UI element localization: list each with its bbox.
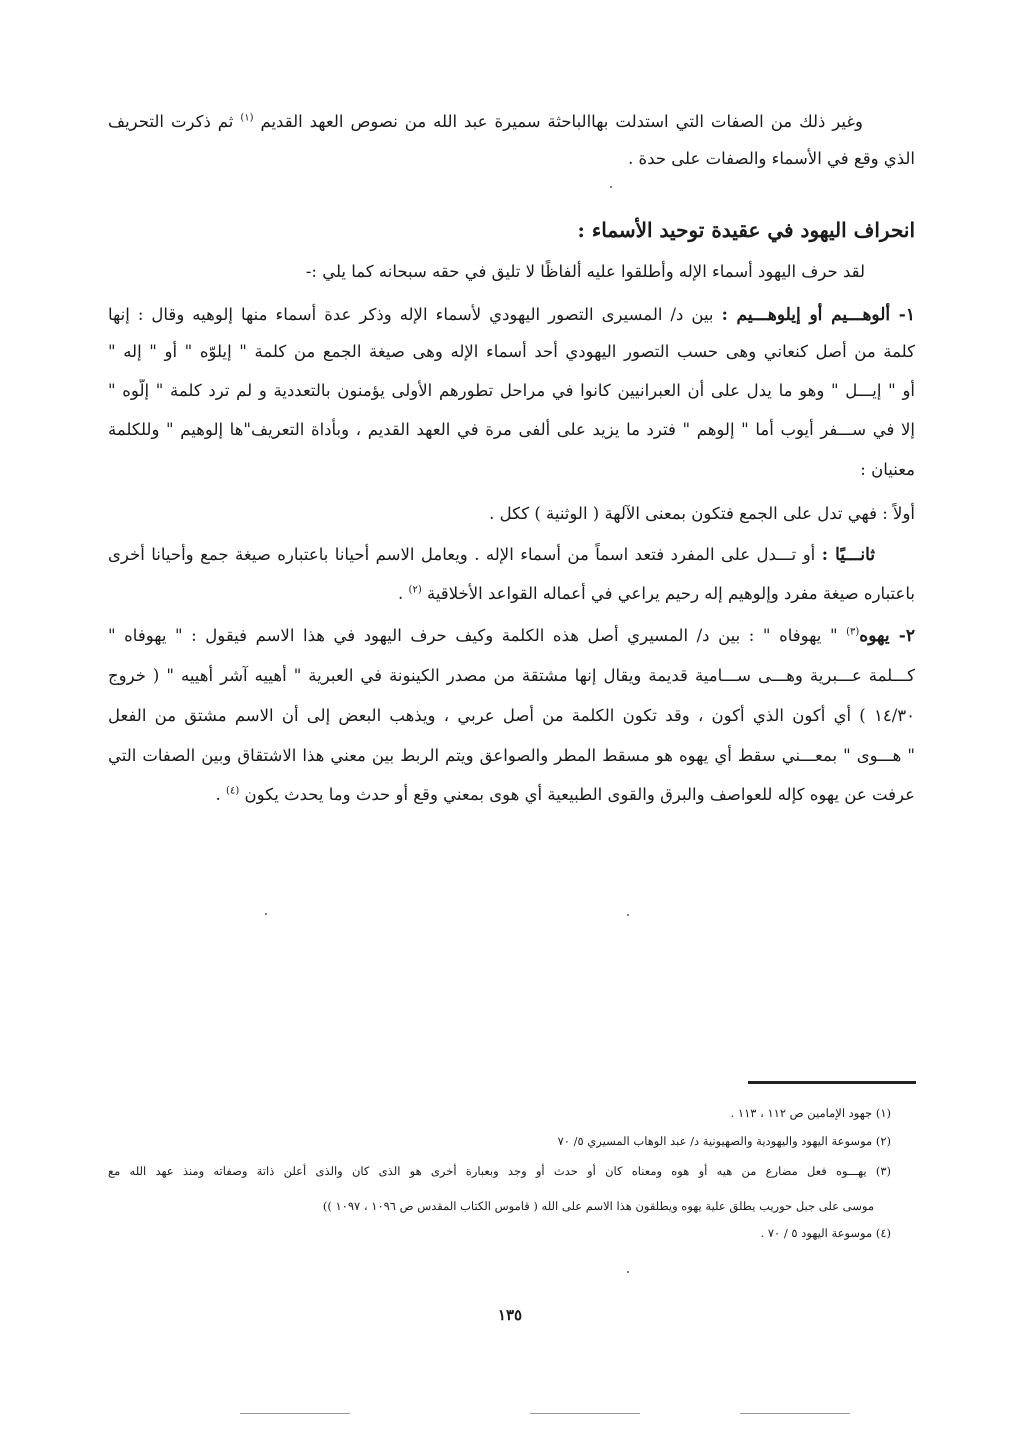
footnote-3-line-2: موسى على جبل حوريب يطلق علية يهوه ويطلقون هذا الاسم على الله ( قاموس الكتاب المقدس ص ١٠٩٦ ، ١٠٩٧ )): [322, 1199, 874, 1213]
footnote-4: (٤) موسوعة اليهود ٥ / ٧٠ .: [760, 1226, 891, 1240]
footnote-1: (١) جهود الإمامين ص ١١٢ ، ١١٣ .: [730, 1106, 891, 1120]
second-meaning-title: ثانـــيًا :: [821, 545, 875, 565]
second-meaning-line-2: [370, 582, 915, 606]
footnote-ref-3: (٣): [846, 626, 860, 638]
section1-line-2: كلمة من أصل كنعاني وهى حسب التصور اليهودي أحد أسماء الإله وهى صيغة الجمع من كلمة " إيلوّه " أو " إله ": [108, 342, 915, 361]
second-meaning-line-2-end: .: [398, 584, 404, 603]
section2-line-3: ١٤/٣٠ ) أي أكون الذي أكون ، وقد تكون الكلمة من أصل عربي ، ويذهب البعض إلى أن الاسم مشتق من الفعل: [108, 706, 915, 725]
footnote-ref-2: (٢): [408, 584, 422, 596]
section1-line-1-text: بين د/ المسيرى التصور اليهودي لأسماء الإله وذكر عدة أسماء منها إلوهيه وقال : إنها: [108, 305, 714, 324]
second-meaning-line-1-text: أو تـــدل على المفرد فتعد اسماً من أسماء الإله . ويعامل الاسم أحيانا باعتباره صيغة جمع وأحيانا أخرى: [108, 545, 816, 564]
footnote-2: (٢) موسوعة اليهود واليهودية والصهيونية د/ عبد الوهاب المسيري ٥/ ٧٠: [557, 1134, 891, 1148]
section-heading: انحراف اليهود في عقيدة توحيد الأسماء :: [577, 218, 915, 242]
second-meaning-line-1: [108, 543, 875, 567]
page-number: ١٣٥: [497, 1306, 523, 1324]
section1-title: ١- ألوهـــيم أو إيلوهـــيم :: [721, 305, 915, 325]
first-meaning: أولاً : فهي تدل على الجمع فتكون بمعنى الآلهة ( الوثنية ) ككل .: [489, 504, 915, 523]
section2-line-5-text: عرفت عن يهوه كإله للعواصف والبرق والقوى الطبيعية أي هوى بمعني وقع أو حدث وما يحدث يكون: [244, 785, 915, 804]
scan-speck: [627, 1271, 629, 1273]
footnote-ref-4: (٤): [226, 785, 240, 797]
section2-line-2: كـــلمة عـــبرية وهـــى ســـامية قديمة ويقال إنها مشتقة من مصدر الكينونة في العبرية " أهييه آشر أهييه " ( خروج: [108, 666, 915, 685]
section2-line-1: [108, 624, 915, 648]
scan-speck: [610, 186, 612, 188]
section1-line-5: معنيان :: [860, 460, 915, 479]
scan-edge-line: [240, 1413, 350, 1414]
section2-line-1-text: " يهوفاه " : بين د/ المسيري أصل هذه الكلمة وكيف حرف اليهود في هذا الاسم فيقول : " يهوفاه ": [108, 626, 838, 645]
section2-line-4: " هـــوى " بمعـــني سقط أي يهوه هو مسقط المطر والصواعق ويتم الربط بين معني هذا الاشتقاق وبين الصفات التي: [108, 746, 915, 765]
section1-line-3: أو " إيـــل " وهو ما يدل على أن العبرانيين كانوا في مراحل تطورهم الأولى يؤمنون بالتعددية و لم ترد كلمة " إلّوه ": [108, 381, 915, 400]
section1-line-4: إلا في ســـفر أيوب أما " إلوهم " فترد ما يزيد على ألفى مرة في العهد القديم ، وبأداة التعريف"ها إلوهيم " وللكلمة: [108, 420, 915, 439]
scan-speck: [627, 914, 629, 916]
footnote-separator: [748, 1081, 916, 1084]
scan-edge-line: [740, 1413, 850, 1414]
intro-line-2: الذي وقع في الأسماء والصفات على حدة .: [628, 149, 915, 168]
second-meaning-line-2-text: باعتباره صيغة مفرد وإلوهيم إله رحيم يراعي في أعماله القواعد الأخلاقية: [426, 584, 915, 603]
intro-line-1: [108, 110, 863, 134]
scan-speck: [265, 913, 267, 915]
section2-line-5-end: .: [215, 785, 221, 804]
footnote-ref-1: (١): [240, 112, 254, 124]
footnote-3-line-1: (٣) يهـــوه فعل مضارع من هيه أو هوه ومعناه كان أو حدث أو وجد وبعبارة أخرى هو الذى كان والذى أعلن ذاتة وصفاته ومنذ عهد الله مع: [108, 1164, 891, 1178]
section2-title: ٢- يهوه: [859, 626, 915, 646]
scan-edge-line: [530, 1413, 640, 1414]
lead-sentence: لقد حرف اليهود أسماء الإله وأطلقوا عليه ألفاظًا لا تليق في حقه سبحانه كما يلي :-: [305, 262, 865, 281]
section2-line-5: [180, 783, 915, 807]
intro-line-1-text: وغير ذلك من الصفات التي استدلت بهاالباحثة سميرة عبد الله من نصوص العهد القديم: [260, 112, 863, 131]
section1-line-1: [108, 303, 915, 327]
intro-line-1-end: ثم ذكرت التحريف: [108, 112, 234, 131]
